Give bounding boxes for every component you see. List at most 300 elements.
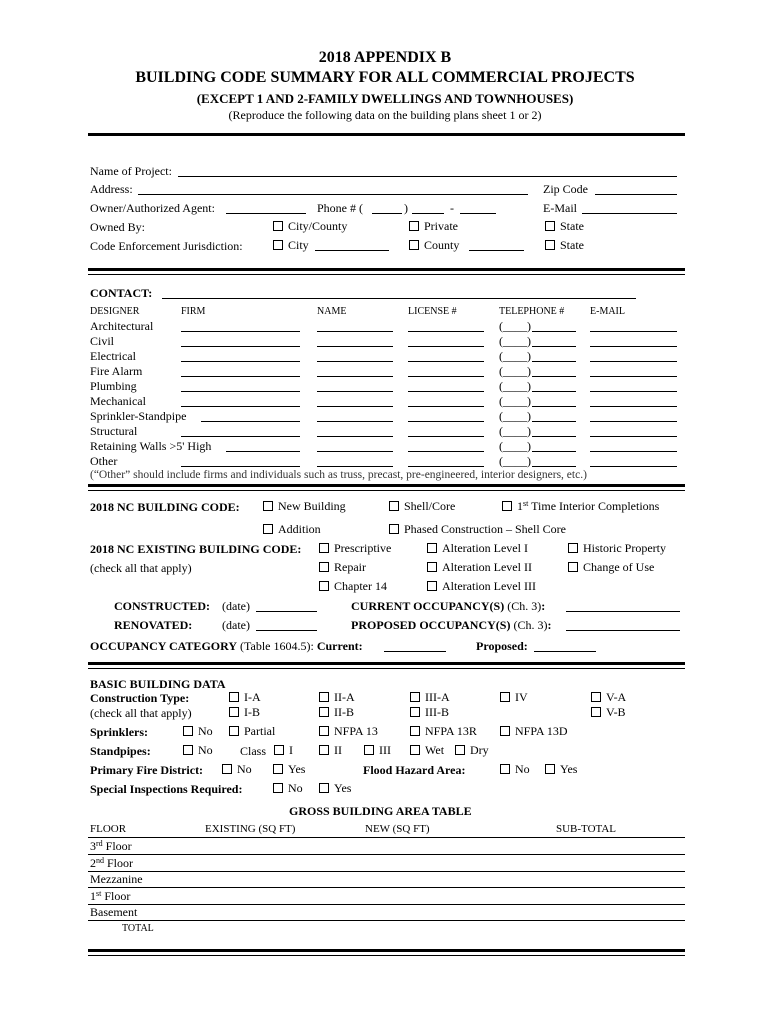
designer-label: Electrical (90, 349, 136, 363)
email-field[interactable] (590, 436, 677, 437)
alt2-label: Alteration Level II (442, 560, 532, 574)
name-field[interactable] (317, 451, 393, 452)
divider (88, 490, 685, 491)
firm-field[interactable] (226, 451, 300, 452)
type-iia-option[interactable] (319, 691, 355, 703)
phone-stub: (____) (499, 379, 531, 393)
type-iv-option[interactable] (500, 691, 528, 703)
phone-prefix-field[interactable] (412, 213, 444, 214)
historic-label: Historic Property (583, 541, 666, 555)
telephone-line[interactable] (532, 391, 576, 392)
email-field[interactable] (590, 331, 677, 332)
divider (88, 268, 685, 271)
type-vb-label: V-B (606, 705, 626, 719)
firm-field[interactable] (181, 391, 300, 392)
designer-label: Structural (90, 424, 138, 438)
divider (88, 133, 685, 136)
divider (88, 484, 685, 487)
divider (88, 274, 685, 275)
jur-county-option[interactable] (409, 239, 459, 251)
name-field[interactable] (317, 466, 393, 467)
nfpa13d-option[interactable] (500, 725, 568, 737)
fire-district-no-label: No (237, 762, 252, 776)
phone-area-field[interactable] (372, 213, 402, 214)
name-field[interactable] (317, 346, 393, 347)
checkbox[interactable] (183, 745, 193, 755)
class-iii-label: III (379, 743, 391, 757)
renovated-label: RENOVATED: (114, 618, 193, 632)
chapter14-label: Chapter 14 (334, 579, 387, 593)
telephone-line[interactable] (532, 406, 576, 407)
phone-line-field[interactable] (460, 213, 496, 214)
flood-yes-option[interactable] (545, 763, 577, 775)
telephone-line[interactable] (532, 451, 576, 452)
jur-county-label: County (424, 238, 460, 252)
first-time-option[interactable] (502, 500, 659, 512)
email-field[interactable] (590, 451, 677, 452)
contact-header: TELEPHONE # (499, 306, 565, 317)
phone-stub: (____) (499, 319, 531, 333)
alt2-option[interactable] (427, 561, 532, 573)
proposed-occupancy-label: PROPOSED OCCUPANCY(S) (Ch. 3): (351, 618, 552, 632)
license-field[interactable] (408, 466, 484, 467)
type-iib-option[interactable] (319, 706, 354, 718)
alt1-option[interactable] (427, 542, 528, 554)
designer-label: Civil (90, 334, 115, 348)
divider (88, 662, 685, 665)
checkbox[interactable] (427, 562, 437, 572)
fire-district-no-option[interactable] (222, 763, 252, 775)
email-field[interactable] (590, 346, 677, 347)
table-rule (88, 871, 685, 872)
occupancy-proposed-field[interactable] (534, 651, 596, 652)
checkbox[interactable] (427, 581, 437, 591)
email-field[interactable] (590, 466, 677, 467)
repair-option[interactable] (319, 561, 366, 573)
owner-label: Owner/Authorized Agent: (90, 201, 215, 215)
type-iiib-label: III-B (425, 705, 449, 719)
checkbox[interactable] (500, 764, 510, 774)
col-new-header: NEW (SQ FT) (365, 823, 430, 835)
firm-field[interactable] (181, 346, 300, 347)
basic-heading: BASIC BUILDING DATA (90, 677, 226, 691)
designer-label: Fire Alarm (90, 364, 143, 378)
occupancy-current-field[interactable] (384, 651, 446, 652)
checkbox[interactable] (222, 764, 232, 774)
phone-stub: (____) (499, 424, 531, 438)
gross-table-title: GROSS BUILDING AREA TABLE (289, 804, 472, 818)
license-field[interactable] (408, 346, 484, 347)
jurisdiction-label: Code Enforcement Jurisdiction: (90, 239, 243, 253)
telephone-line[interactable] (532, 331, 576, 332)
table-row: Mezzanine (90, 872, 143, 886)
checkbox[interactable] (229, 692, 239, 702)
renovated-date-field[interactable] (256, 630, 317, 631)
existing-code-label: 2018 NC EXISTING BUILDING CODE: (90, 542, 302, 556)
name-field[interactable] (317, 391, 393, 392)
designer-label: Sprinkler-Standpipe (90, 409, 187, 423)
new-building-option[interactable] (263, 500, 346, 512)
checkbox[interactable] (183, 726, 193, 736)
checkbox[interactable] (364, 745, 374, 755)
phone-stub: (____) (499, 454, 531, 468)
nfpa13d-label: NFPA 13D (515, 724, 568, 738)
owned-state-label: State (560, 219, 584, 233)
name-field[interactable] (317, 421, 393, 422)
current-occupancy-label: CURRENT OCCUPANCY(S) (Ch. 3): (351, 599, 546, 613)
phone-paren: ) (404, 201, 408, 215)
sprinklers-no-option[interactable] (183, 725, 213, 737)
title-appendix: 2018 APPENDIX B (318, 49, 452, 66)
owned-state-option[interactable] (545, 220, 584, 232)
jur-state-label: State (560, 238, 584, 252)
type-va-label: V-A (606, 690, 627, 704)
name-field[interactable] (317, 361, 393, 362)
firm-field[interactable] (181, 436, 300, 437)
telephone-field[interactable] (499, 335, 531, 347)
special-no-option[interactable] (273, 782, 303, 794)
constructed-date-label: (date) (222, 599, 250, 613)
telephone-line[interactable] (532, 376, 576, 377)
flood-no-label: No (515, 762, 530, 776)
checkbox[interactable] (389, 524, 399, 534)
flood-yes-label: Yes (560, 762, 578, 776)
firm-field[interactable] (181, 376, 300, 377)
telephone-field[interactable] (499, 350, 531, 362)
checkbox[interactable] (500, 692, 510, 702)
owned-by-label: Owned By: (90, 220, 145, 234)
email-field[interactable] (590, 421, 677, 422)
table-rule (88, 887, 685, 888)
telephone-field[interactable] (499, 425, 531, 437)
phone-stub: (____) (499, 334, 531, 348)
name-field[interactable] (317, 436, 393, 437)
email-field[interactable] (590, 361, 677, 362)
nfpa13r-option[interactable] (410, 725, 477, 737)
license-field[interactable] (408, 331, 484, 332)
change-use-label: Change of Use (583, 560, 655, 574)
contact-header: FIRM (181, 306, 206, 317)
email-field[interactable] (590, 406, 677, 407)
divider (88, 949, 685, 952)
proposed-occupancy-field[interactable] (566, 630, 680, 631)
designer-label: Architectural (90, 319, 154, 333)
constructed-date-field[interactable] (256, 611, 317, 612)
checkbox[interactable] (568, 543, 578, 553)
telephone-field[interactable] (499, 440, 531, 452)
col-existing-header: EXISTING (SQ FT) (205, 823, 296, 835)
construction-type-label: Construction Type: (90, 691, 190, 705)
sprinklers-partial-label: Partial (244, 724, 276, 738)
type-iv-label: IV (515, 690, 528, 704)
jur-city-field[interactable] (315, 250, 389, 251)
checkbox[interactable] (410, 745, 420, 755)
flood-label: Flood Hazard Area: (363, 763, 466, 777)
email-field[interactable] (590, 391, 677, 392)
contact-header: DESIGNER (90, 306, 140, 317)
telephone-field[interactable] (499, 395, 531, 407)
checkbox[interactable] (455, 745, 465, 755)
checkbox[interactable] (409, 221, 419, 231)
checkbox[interactable] (409, 240, 419, 250)
checkbox[interactable] (545, 764, 555, 774)
standpipes-no-label: No (198, 743, 213, 757)
checkbox[interactable] (319, 783, 329, 793)
checkbox[interactable] (273, 221, 283, 231)
table-row: 2nd Floor (90, 855, 134, 870)
zip-label: Zip Code (543, 182, 588, 196)
designer-label: Other (90, 454, 118, 468)
project-name-field[interactable] (178, 176, 677, 177)
special-yes-label: Yes (334, 781, 352, 795)
sprinklers-partial-option[interactable] (229, 725, 275, 737)
license-field[interactable] (408, 406, 484, 407)
type-ia-option[interactable] (229, 691, 261, 703)
checkbox[interactable] (591, 692, 601, 702)
firm-field[interactable] (181, 406, 300, 407)
telephone-field[interactable] (499, 455, 531, 467)
checkbox[interactable] (410, 692, 420, 702)
addition-label: Addition (278, 522, 321, 536)
addition-option[interactable] (263, 523, 321, 535)
change-use-option[interactable] (568, 561, 654, 573)
shell-core-option[interactable] (389, 500, 455, 512)
type-ib-label: I-B (244, 705, 260, 719)
checkbox[interactable] (319, 707, 329, 717)
telephone-line[interactable] (532, 421, 576, 422)
owned-city-county-label: City/County (288, 219, 348, 233)
name-field[interactable] (317, 406, 393, 407)
telephone-field[interactable] (499, 320, 531, 332)
phone-stub: (____) (499, 394, 531, 408)
designer-label: Retaining Walls >5' High (90, 439, 212, 453)
designer-label: Mechanical (90, 394, 146, 408)
repair-label: Repair (334, 560, 366, 574)
table-rule (88, 854, 685, 855)
class-ii-label: II (334, 743, 342, 757)
shell-core-label: Shell/Core (404, 499, 456, 513)
phone-stub: (____) (499, 409, 531, 423)
type-vb-option[interactable] (591, 706, 626, 718)
current-occupancy-field[interactable] (566, 611, 680, 612)
owned-city-county-option[interactable] (273, 220, 347, 232)
telephone-field[interactable] (499, 380, 531, 392)
prescriptive-label: Prescriptive (334, 541, 392, 555)
checkbox[interactable] (319, 543, 329, 553)
constructed-label: CONSTRUCTED: (114, 599, 211, 613)
email-label: E-Mail (543, 201, 577, 215)
sprinklers-label: Sprinklers: (90, 725, 149, 739)
checkbox[interactable] (319, 692, 329, 702)
construction-check-all: (check all that apply) (90, 706, 192, 720)
jur-county-field[interactable] (469, 250, 524, 251)
nfpa13r-label: NFPA 13R (425, 724, 477, 738)
alt3-label: Alteration Level III (442, 579, 536, 593)
contact-header: E-MAIL (590, 306, 625, 317)
project-name-label: Name of Project: (90, 164, 172, 178)
checkbox[interactable] (229, 707, 239, 717)
telephone-line[interactable] (532, 346, 576, 347)
license-field[interactable] (408, 391, 484, 392)
type-iiia-label: III-A (425, 690, 450, 704)
telephone-line[interactable] (532, 466, 576, 467)
telephone-field[interactable] (499, 365, 531, 377)
table-rule (88, 837, 685, 838)
type-iia-label: II-A (334, 690, 355, 704)
name-field[interactable] (317, 331, 393, 332)
checkbox[interactable] (273, 764, 283, 774)
checkbox[interactable] (263, 501, 273, 511)
dry-option[interactable] (455, 744, 489, 756)
fire-district-yes-option[interactable] (273, 763, 305, 775)
type-ib-option[interactable] (229, 706, 260, 718)
type-ia-label: I-A (244, 690, 261, 704)
checkbox[interactable] (319, 562, 329, 572)
license-field[interactable] (408, 421, 484, 422)
nfpa13-label: NFPA 13 (334, 724, 378, 738)
checkbox[interactable] (591, 707, 601, 717)
class-i-option[interactable] (274, 744, 293, 756)
checkbox[interactable] (229, 726, 239, 736)
firm-field[interactable] (201, 421, 300, 422)
checkbox[interactable] (273, 240, 283, 250)
sprinklers-no-label: No (198, 724, 213, 738)
fire-district-yes-label: Yes (288, 762, 306, 776)
col-floor-header: FLOOR (90, 823, 127, 835)
checkbox[interactable] (263, 524, 273, 534)
contact-header: NAME (317, 306, 347, 317)
owner-field[interactable] (226, 213, 306, 214)
checkbox[interactable] (319, 581, 329, 591)
phased-option[interactable] (389, 523, 566, 535)
chapter14-option[interactable] (319, 580, 387, 592)
special-no-label: No (288, 781, 303, 795)
title-except: (EXCEPT 1 AND 2-FAMILY DWELLINGS AND TOWNHOUSES) (196, 91, 574, 106)
wet-label: Wet (425, 743, 445, 757)
standpipes-no-option[interactable] (183, 744, 213, 756)
jur-state-option[interactable] (545, 239, 584, 251)
checkbox[interactable] (427, 543, 437, 553)
checkbox[interactable] (410, 707, 420, 717)
prescriptive-option[interactable] (319, 542, 391, 554)
dry-label: Dry (470, 743, 489, 757)
special-yes-option[interactable] (319, 782, 351, 794)
standpipes-label: Standpipes: (90, 744, 151, 758)
address-label: Address: (90, 182, 133, 196)
license-field[interactable] (408, 376, 484, 377)
designer-label: Plumbing (90, 379, 137, 393)
checkbox[interactable] (319, 745, 329, 755)
contact-label: CONTACT: (90, 286, 153, 300)
checkbox[interactable] (273, 783, 283, 793)
col-subtotal-header: SUB-TOTAL (556, 823, 617, 835)
checkbox[interactable] (545, 221, 555, 231)
total-label: TOTAL (122, 923, 154, 934)
telephone-line[interactable] (532, 361, 576, 362)
class-label: Class (240, 744, 267, 758)
telephone-field[interactable] (499, 410, 531, 422)
phone-stub: (____) (499, 349, 531, 363)
firm-field[interactable] (181, 361, 300, 362)
type-iiia-option[interactable] (410, 691, 450, 703)
historic-option[interactable] (568, 542, 666, 554)
nfpa13-option[interactable] (319, 725, 378, 737)
nc-building-code-label: 2018 NC BUILDING CODE: (90, 500, 240, 514)
wet-option[interactable] (410, 744, 444, 756)
checkbox[interactable] (410, 726, 420, 736)
telephone-line[interactable] (532, 436, 576, 437)
class-iii-option[interactable] (364, 744, 391, 756)
license-field[interactable] (408, 451, 484, 452)
firm-field[interactable] (181, 331, 300, 332)
special-inspections-label: Special Inspections Required: (90, 782, 243, 796)
contact-field[interactable] (162, 298, 636, 299)
email-field[interactable] (590, 376, 677, 377)
class-ii-option[interactable] (319, 744, 342, 756)
phone-label: Phone # ( (317, 201, 363, 215)
owned-private-label: Private (424, 219, 458, 233)
phone-stub: (____) (499, 364, 531, 378)
new-building-label: New Building (278, 499, 346, 513)
zip-field[interactable] (595, 194, 677, 195)
alt1-label: Alteration Level I (442, 541, 528, 555)
checkbox[interactable] (389, 501, 399, 511)
jur-city-option[interactable] (273, 239, 309, 251)
title-main: BUILDING CODE SUMMARY FOR ALL COMMERCIAL PROJECTS (135, 69, 635, 86)
divider (88, 668, 685, 669)
checkbox[interactable] (568, 562, 578, 572)
table-row: Basement (90, 905, 138, 919)
license-field[interactable] (408, 361, 484, 362)
phone-dash: - (450, 201, 454, 215)
table-rule (88, 920, 685, 921)
check-all-note: (check all that apply) (90, 561, 192, 575)
email-field[interactable] (582, 213, 677, 214)
jur-city-label: City (288, 238, 309, 252)
type-va-option[interactable] (591, 691, 626, 703)
first-time-label: 1st Time Interior Completions (517, 499, 660, 513)
occupancy-proposed-label: Proposed: (476, 639, 528, 653)
class-i-label: I (289, 743, 293, 757)
fire-district-label: Primary Fire District: (90, 763, 204, 777)
contact-note: (“Other” should include firms and individuals such as truss, precast, pre-engineered, interior designers, etc.) (90, 469, 587, 481)
table-rule (88, 904, 685, 905)
checkbox[interactable] (500, 726, 510, 736)
occupancy-category-label: OCCUPANCY CATEGORY (Table 1604.5): Current: (90, 639, 363, 653)
address-field[interactable] (138, 194, 528, 195)
checkbox[interactable] (319, 726, 329, 736)
owned-private-option[interactable] (409, 220, 458, 232)
type-iib-label: II-B (334, 705, 354, 719)
table-row: 3rd Floor (90, 839, 132, 853)
checkbox[interactable] (502, 501, 512, 511)
alt3-option[interactable] (427, 580, 536, 592)
divider (88, 955, 685, 956)
subtitle: (Reproduce the following data on the building plans sheet 1 or 2) (228, 108, 542, 122)
name-field[interactable] (317, 376, 393, 377)
phone-stub: (____) (499, 439, 531, 453)
checkbox[interactable] (274, 745, 284, 755)
renovated-date-label: (date) (222, 618, 250, 632)
flood-no-option[interactable] (500, 763, 530, 775)
type-iiib-option[interactable] (410, 706, 449, 718)
firm-field[interactable] (181, 466, 300, 467)
table-row: 1st Floor (90, 888, 131, 903)
checkbox[interactable] (545, 240, 555, 250)
contact-header: LICENSE # (408, 306, 457, 317)
license-field[interactable] (408, 436, 484, 437)
phased-label: Phased Construction – Shell Core (404, 522, 566, 536)
